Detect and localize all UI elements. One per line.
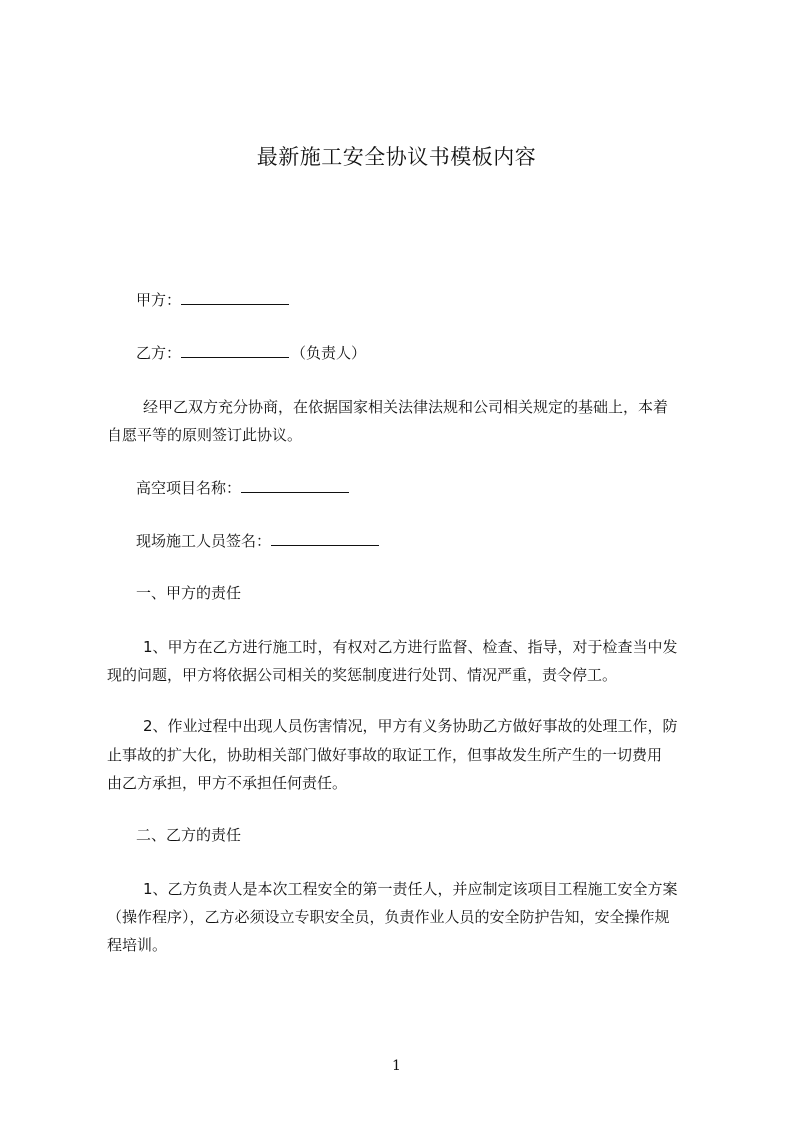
party-b-blank <box>181 342 289 358</box>
intro-line-1: 经甲乙双方充分协商，在依据国家相关法律法规和公司相关规定的基础上，本着 <box>143 398 669 416</box>
page-number: 1 <box>392 1058 401 1074</box>
section-2-item-1-line-1: 1、乙方负责人是本次工程安全的第一责任人，并应制定该项目工程施工安全方案 <box>143 880 678 898</box>
project-name-blank <box>241 477 349 493</box>
worker-signature-blank <box>271 530 379 546</box>
party-a-line <box>136 288 291 313</box>
project-name-line <box>136 476 351 501</box>
section-1-heading: 一、甲方的责任 <box>136 584 242 602</box>
intro-line-2: 自愿平等的原则签订此协议。 <box>107 426 303 444</box>
section-1-item-2-line-3: 由乙方承担，甲方不承担任何责任。 <box>107 774 348 792</box>
section-1-item-2-line-2: 止事故的扩大化，协助相关部门做好事故的取证工作，但事故发生所产生的一切费用 <box>107 746 663 764</box>
section-1-item-1-line-1: 1、甲方在乙方进行施工时，有权对乙方进行监督、检查、指导，对于检查当中发 <box>143 638 678 656</box>
party-a-blank <box>181 289 289 305</box>
worker-signature-line <box>136 529 381 554</box>
section-2-heading: 二、乙方的责任 <box>136 826 242 844</box>
party-b-line <box>136 341 366 366</box>
party-b-label: 乙方： <box>136 344 182 362</box>
project-name-label: 高空项目名称： <box>136 479 242 497</box>
party-b-suffix: （负责人） <box>291 344 367 362</box>
party-a-label: 甲方： <box>136 291 182 309</box>
section-2-item-1-line-2: （操作程序），乙方必须设立专职安全员，负责作业人员的安全防护告知，安全操作规 <box>107 908 670 926</box>
section-1-item-2-line-1: 2、作业过程中出现人员伤害情况，甲方有义务协助乙方做好事故的处理工作，防 <box>143 717 678 735</box>
section-2-item-1-line-3: 程培训。 <box>107 936 168 954</box>
document-title: 最新施工安全协议书模板内容 <box>256 145 537 169</box>
section-1-item-1-line-2: 现的问题，甲方将依据公司相关的奖惩制度进行处罚、情况严重，责令停工。 <box>107 666 618 684</box>
worker-signature-label: 现场施工人员签名： <box>136 532 272 550</box>
